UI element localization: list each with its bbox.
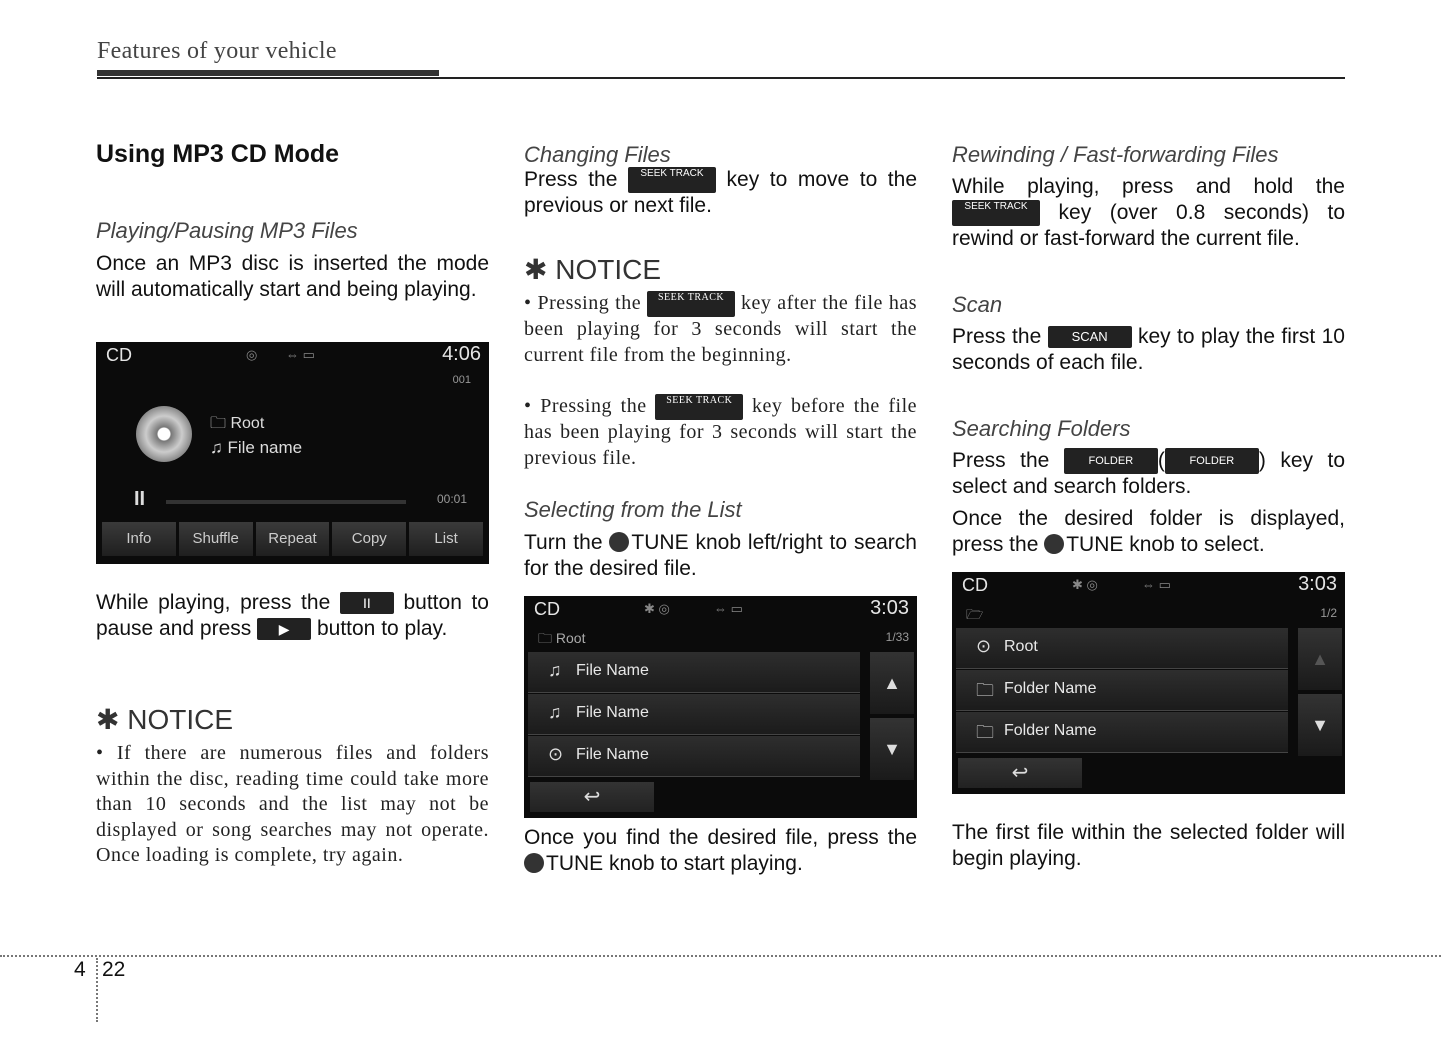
screen-menu-bar	[102, 522, 483, 556]
subsection-scan: Scan	[952, 292, 1003, 317]
subsection-playing-pausing: Playing/Pausing MP3 Files	[96, 218, 358, 243]
search-text-3: Once the desired folder is displayed, press the	[952, 507, 1345, 556]
screen-status-bar	[96, 342, 489, 368]
notice-2a-text-2: key after the file has been playing for 3 seconds will start the current file from the beginning.	[524, 292, 917, 366]
back-arrow-icon: ↩	[1011, 762, 1029, 784]
menu-info-button[interactable]: Info	[102, 522, 176, 556]
notice-2a-text-1: Pressing the	[537, 292, 642, 314]
track-number-badge: 001	[452, 374, 471, 386]
page-header-title: Features of your vehicle	[97, 38, 337, 64]
tune-knob-icon	[1044, 534, 1064, 554]
screen-clock: 3:03	[870, 597, 909, 619]
pause-text-1: While playing, press the	[96, 591, 331, 614]
notice-asterisk-icon: ✱	[524, 254, 548, 285]
cd-file-list-screen	[524, 596, 917, 818]
list-item-label: Folder Name	[1004, 680, 1097, 697]
bullet: •	[524, 395, 532, 417]
notice-2b-text-1: Pressing the	[540, 395, 647, 417]
current-folder-name: Root	[555, 630, 586, 646]
chapter-number: 4	[74, 958, 86, 981]
subsection-selecting-list: Selecting from the List	[524, 497, 742, 522]
bullet: •	[524, 292, 532, 314]
searching-paragraph-2	[952, 506, 1345, 558]
screen-mode-label: CD	[534, 599, 560, 619]
select-text-2: TUNE knob left/right to search for the desired file.	[524, 531, 917, 580]
first-file-paragraph: The first file within the selected folder will begin playing.	[952, 821, 1345, 870]
changing-paragraph	[524, 167, 917, 219]
rewind-text-2: key (over 0.8 seconds) to rewind or fast-forward the current file.	[952, 201, 1345, 251]
folder-icon: 🗀	[976, 680, 994, 700]
found-paragraph	[524, 825, 917, 877]
folder-icon: 🗀	[976, 722, 994, 742]
tune-knob-icon	[524, 853, 544, 873]
music-note-icon: ♫	[548, 702, 562, 722]
music-note-icon: ♫	[548, 660, 562, 680]
play-circle-icon: ⊙	[548, 744, 564, 764]
play-key: ▶	[257, 618, 311, 640]
elapsed-time: 00:01	[436, 492, 467, 506]
subsection-rewinding: Rewinding / Fast-forwarding Files	[952, 142, 1279, 167]
folder-icon: 🗀	[538, 630, 552, 646]
seek-track-key: SEEK TRACK	[647, 291, 735, 317]
header-rule	[97, 77, 1345, 79]
folder-down-key: FOLDER	[1165, 448, 1259, 474]
notice-paragraph-1	[96, 741, 489, 869]
menu-list-button[interactable]: List	[409, 522, 483, 556]
folder-line	[210, 412, 264, 439]
notice-title: NOTICE	[127, 704, 234, 735]
seek-track-key: SEEK TRACK	[628, 167, 716, 193]
folder-up-key: FOLDER	[1064, 448, 1158, 474]
subsection-changing-files: Changing Files	[524, 142, 671, 167]
scan-paragraph	[952, 324, 1345, 376]
searching-paragraph: Press the FOLDER ( FOLDER ) key to select and search folders.	[952, 449, 1345, 499]
notice-heading-2	[524, 253, 661, 286]
screen-status-bar	[952, 572, 1345, 598]
scroll-down-button[interactable]: ▼	[870, 718, 914, 780]
rewinding-paragraph	[952, 174, 1345, 252]
list-item[interactable]	[528, 694, 860, 735]
subsection-searching-folders: Searching Folders	[952, 416, 1131, 441]
list-item[interactable]	[956, 628, 1288, 669]
list-item-label: File Name	[576, 746, 649, 763]
screen-mode-label: CD	[962, 575, 988, 595]
page-number: 22	[102, 958, 126, 981]
change-text-2: key to move to the previous or next file.	[524, 168, 917, 218]
scroll-up-button[interactable]: ▲	[870, 652, 914, 714]
found-text-1: Once you find the desired file, press the	[524, 826, 917, 849]
scan-key: SCAN	[1048, 326, 1132, 348]
cd-playing-screen	[96, 342, 489, 564]
usb-icon: ⇔ ▭	[286, 347, 315, 362]
notice-text: If there are numerous files and folders within the disc, reading time could take more than 10 seconds and the list may not be displayed or song searches may not operate. Once loading is complete, try again.	[96, 742, 490, 866]
bluetooth-icon: ✱ ◎	[644, 601, 670, 616]
menu-repeat-button[interactable]: Repeat	[256, 522, 330, 556]
list-item[interactable]	[528, 652, 860, 693]
tune-knob-icon	[609, 532, 629, 552]
list-item[interactable]	[528, 736, 860, 777]
section-title: Using MP3 CD Mode	[96, 140, 340, 168]
scroll-up-button[interactable]: ▲	[1298, 628, 1342, 690]
file-line	[210, 438, 302, 458]
notice-paragraph-2b	[524, 394, 917, 471]
select-text-1: Turn the	[524, 531, 603, 554]
pause-key: II	[340, 592, 394, 614]
folder-icon: 🗁	[966, 606, 984, 622]
bullet: •	[96, 742, 104, 764]
folder-name: Root	[230, 415, 265, 432]
pause-text-3: button to play.	[316, 617, 448, 640]
settings-icon: ◎	[246, 347, 258, 362]
search-text-4: TUNE knob to select.	[1066, 533, 1265, 556]
play-circle-icon: ⊙	[976, 636, 992, 656]
footer-vertical-divider	[96, 958, 98, 1022]
notice-heading-1	[96, 703, 233, 736]
back-button[interactable]	[958, 758, 1082, 788]
file-name: File name	[227, 438, 303, 457]
music-note-icon: ♫	[210, 438, 223, 457]
screen-clock: 3:03	[1298, 573, 1337, 595]
list-item-label: Root	[1004, 638, 1038, 655]
pause-paragraph	[96, 590, 489, 642]
bluetooth-icon: ✱ ◎	[1072, 577, 1098, 592]
list-item[interactable]	[956, 670, 1288, 711]
back-button[interactable]	[530, 782, 654, 812]
menu-copy-button[interactable]: Copy	[332, 522, 406, 556]
seek-track-key: SEEK TRACK	[952, 200, 1040, 226]
cd-folder-list-screen	[952, 572, 1345, 794]
notice-asterisk-icon: ✱	[96, 704, 120, 735]
search-text-2: key to select and search folders.	[952, 449, 1345, 499]
menu-shuffle-button[interactable]: Shuffle	[179, 522, 253, 556]
list-item-label: File Name	[576, 662, 649, 679]
scan-text-2: key to play the first 10 seconds of each file.	[952, 325, 1345, 374]
notice-title: NOTICE	[555, 254, 662, 285]
usb-icon: ⇔ ▭	[714, 601, 743, 616]
page-indicator: 1/33	[885, 630, 909, 644]
usb-icon: ⇔ ▭	[1142, 577, 1171, 592]
list-item-label: File Name	[576, 704, 649, 721]
scan-text-1: Press the	[952, 325, 1042, 348]
progress-track[interactable]	[166, 500, 406, 504]
back-arrow-icon: ↩	[583, 786, 601, 808]
scroll-down-button[interactable]: ▼	[1298, 694, 1342, 756]
change-text-1: Press the	[524, 168, 618, 191]
page-indicator: 1/2	[1320, 606, 1337, 620]
seek-track-key: SEEK TRACK	[655, 394, 743, 420]
pause-icon[interactable]: II	[134, 488, 146, 510]
footer-divider	[0, 955, 1441, 957]
screen-mode-label: CD	[106, 345, 132, 365]
search-text-1: Press the	[952, 449, 1050, 472]
notice-paragraph-2a	[524, 291, 917, 368]
cd-disc-icon	[136, 406, 192, 462]
folder-icon: 🗀	[210, 415, 227, 432]
found-text-2: TUNE knob to start playing.	[546, 852, 803, 875]
list-item[interactable]	[956, 712, 1288, 753]
selecting-paragraph	[524, 530, 917, 582]
list-item-label: Folder Name	[1004, 722, 1097, 739]
pause-text-2: button to pause and press	[96, 591, 489, 640]
playing-paragraph: Once an MP3 disc is inserted the mode will automatically start and being playing.	[96, 252, 489, 301]
screen-clock: 4:06	[442, 343, 481, 365]
current-folder	[538, 628, 585, 652]
notice-2b-text-2: key before the file has been playing for 3 seconds will start the previous file.	[524, 395, 918, 469]
rewind-text-1: While playing, press and hold the	[952, 175, 1345, 198]
header-rule-thick	[97, 70, 439, 76]
screen-status-bar	[524, 596, 917, 622]
